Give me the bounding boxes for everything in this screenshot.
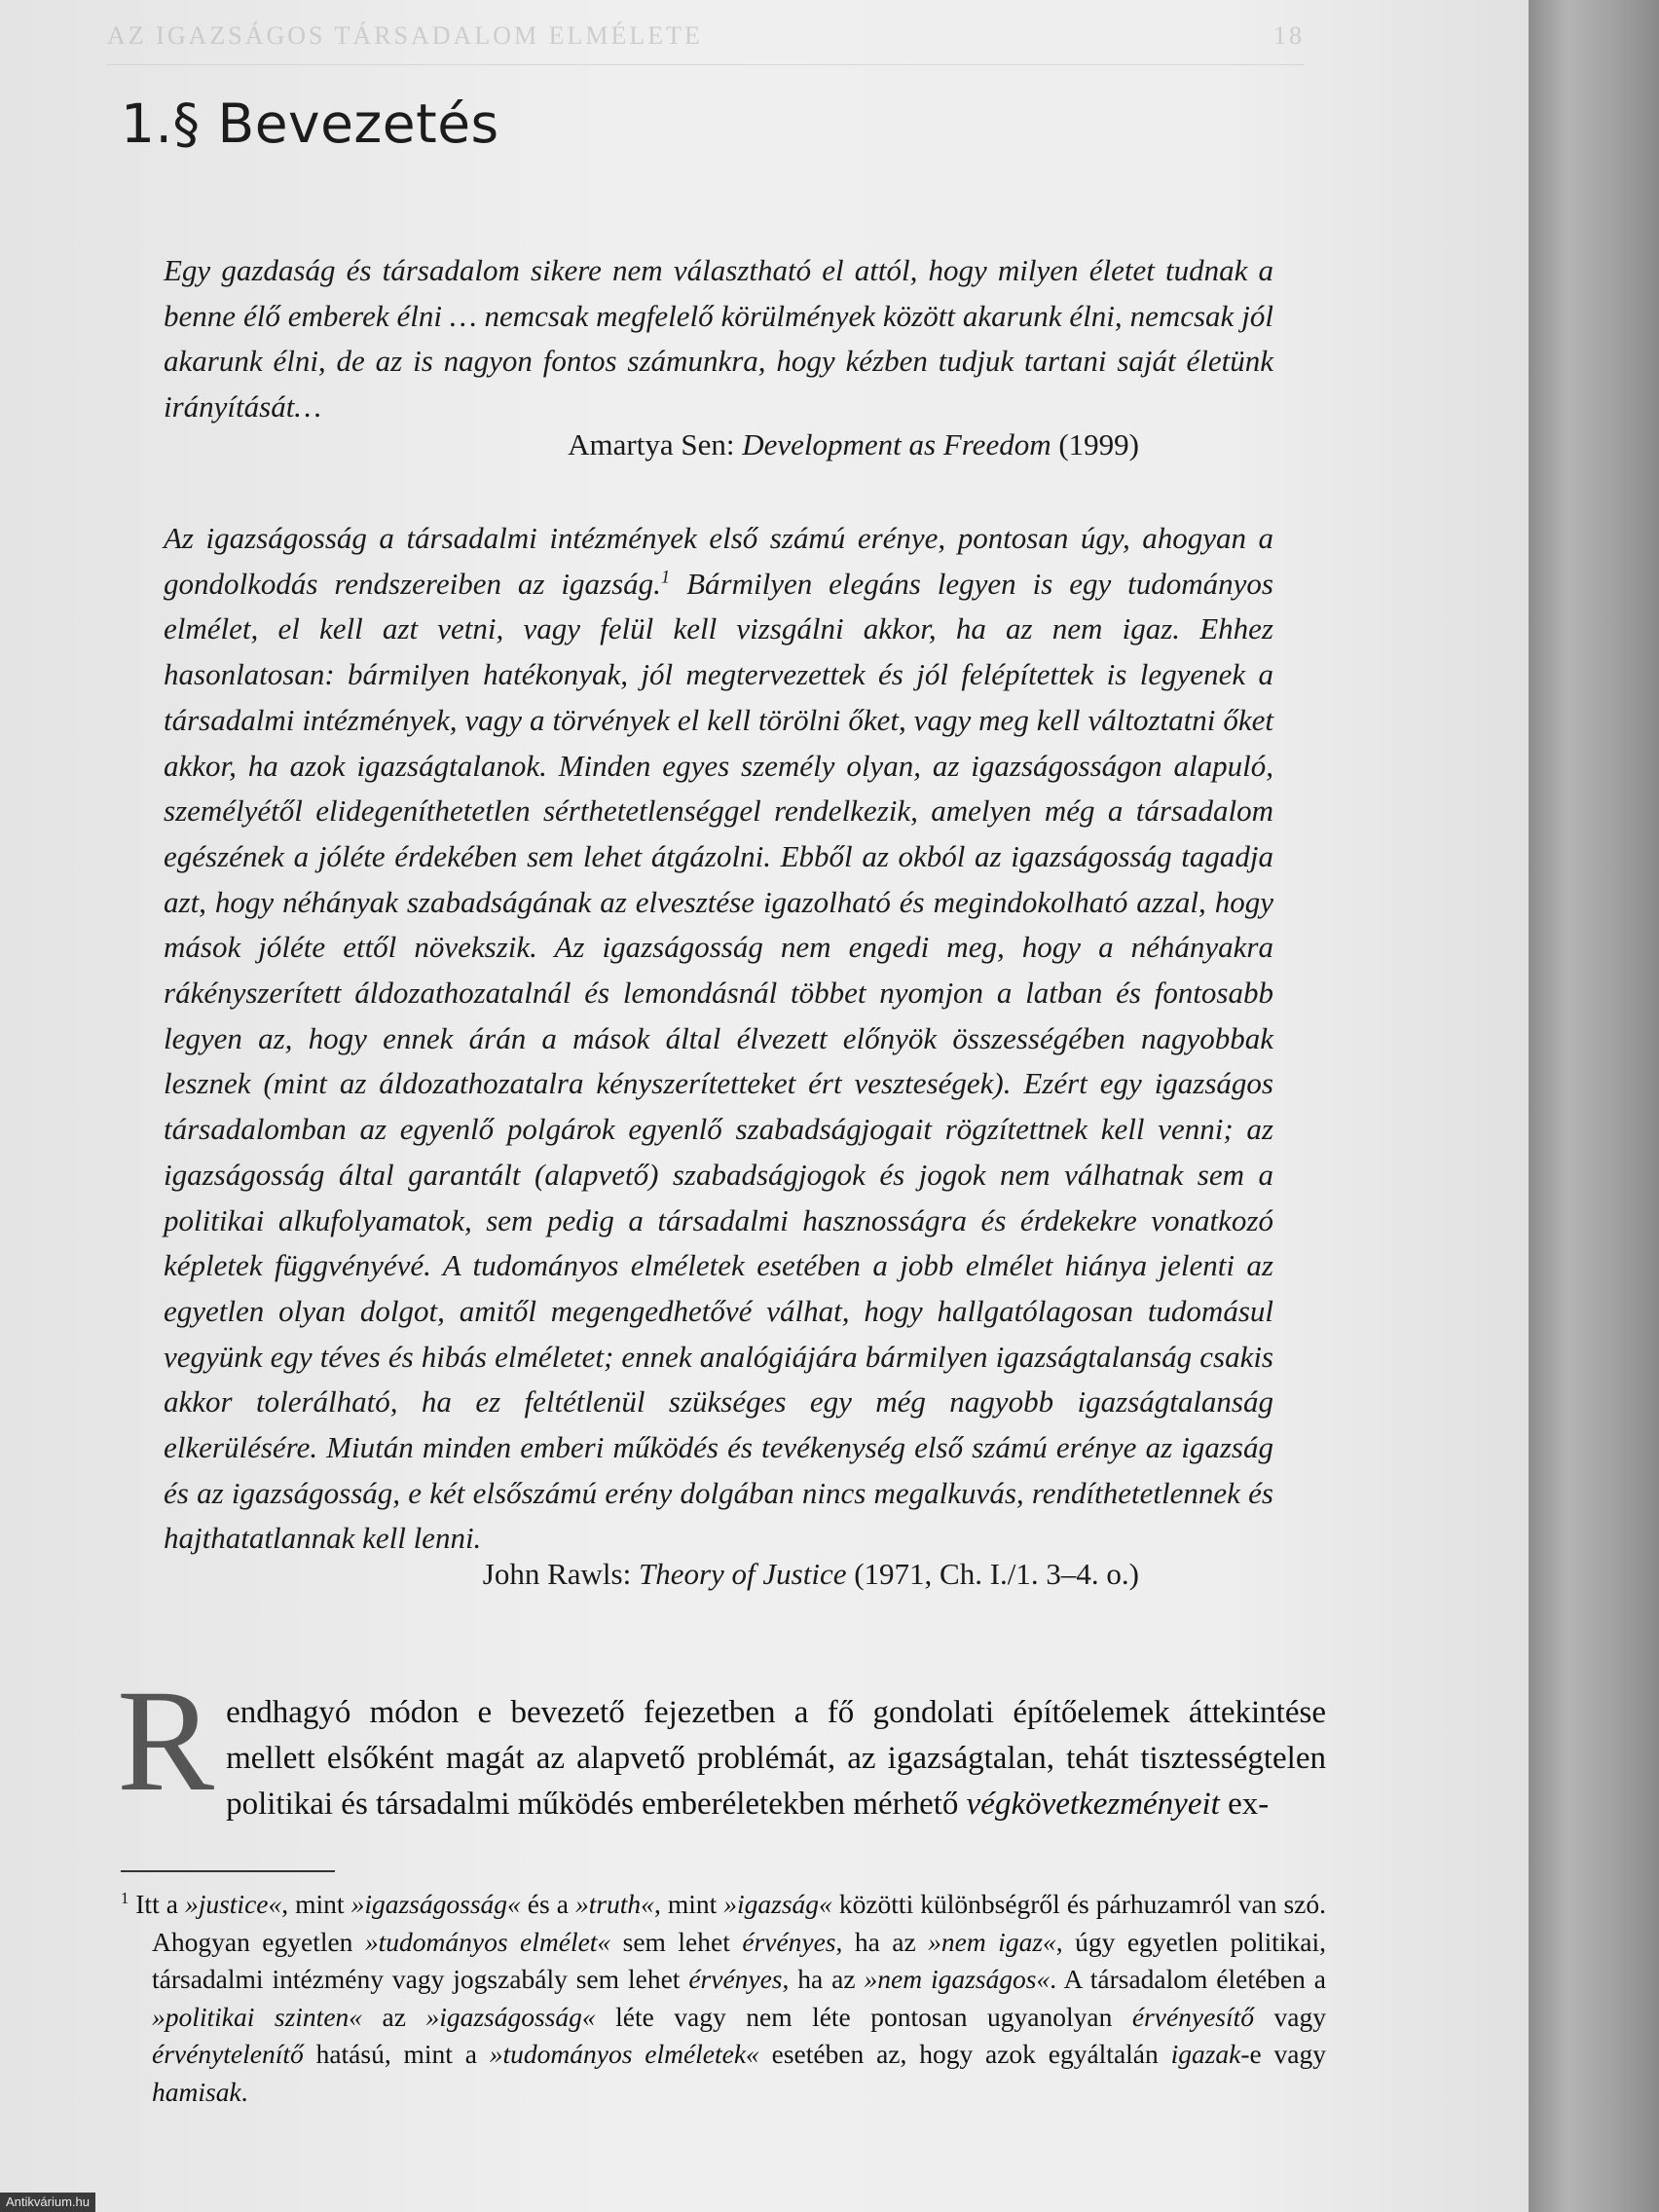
fn-text: az — [362, 2001, 426, 2032]
page-number: 18 — [1273, 21, 1305, 50]
body-text-2: ex- — [1219, 1787, 1270, 1822]
fn-text: , ha az — [782, 1964, 865, 1994]
fn-term: »nem igazságos« — [864, 1964, 1051, 1994]
fn-text: , úgy egyetlen politikai, társadalmi intézmény vagy jogszabály sem lehet — [152, 1926, 1326, 1994]
fn-text: sem lehet — [610, 1926, 743, 1957]
footnote-mark: 1 — [121, 1888, 129, 1907]
fn-term: »justice« — [184, 1889, 282, 1919]
fn-text: , mint — [281, 1889, 351, 1919]
fn-term: »truth« — [574, 1889, 654, 1919]
attribution-sen-author: Amartya Sen: — [568, 427, 743, 461]
fn-term: »politikai szinten« — [152, 2001, 363, 2032]
fn-term: »tudományos elméletek« — [489, 2039, 759, 2069]
fn-text: , mint — [653, 1889, 724, 1919]
attribution-sen — [568, 427, 1139, 462]
footnote-rule — [121, 1870, 335, 1872]
fn-text: . — [240, 2076, 248, 2107]
attribution-rawls-author: John Rawls: — [482, 1557, 639, 1591]
epigraph-rawls — [164, 516, 1273, 1562]
epigraph-sen: Egy gazdaság és társadalom sikere nem választható el attól, hogy milyen életet tudnak a benne élő emberek élni … nemcsak megfelelő körülmények között akarunk élni, nemcsak jól akarunk élni, de az is nagyon fontos számunkra, hogy kézben tudjuk tartani saját életünk irányítását… — [164, 253, 1273, 424]
fn-term: érvényesítő — [1131, 2001, 1255, 2032]
fn-term: igazak — [1170, 2039, 1241, 2069]
epigraph-rawls-text-1: Az igazságosság a társadalmi intézmények első számú erénye, pontosan úgy, ahogyan a gondolkodás rendszereiben az igazság. — [164, 521, 1273, 601]
fn-term: »igazság« — [723, 1889, 832, 1919]
fn-term: érvényes — [742, 1926, 836, 1957]
fn-text: , ha az — [835, 1926, 929, 1957]
body-text-1: endhagyó módon e bevezető fejezetben a fő gondolati építőelemek áttekintése mellett elsőként magát az alapvető problémát, az igazságtalan, tehát tisztességtelen politikai és társadalmi működés emberéletekben mérhető — [226, 1695, 1326, 1822]
attribution-rawls-ref: (1971, Ch. I./1. 3–4. o.) — [846, 1557, 1139, 1591]
fn-text: vagy — [1254, 2001, 1326, 2032]
fn-term: érvénytelenítő — [152, 2039, 304, 2069]
fn-term: »igazságosság« — [350, 1889, 521, 1919]
attribution-rawls-work: Theory of Justice — [638, 1557, 847, 1591]
fn-text: -e vagy — [1240, 2039, 1327, 2069]
watermark: Antikvárium.hu — [0, 2193, 95, 2212]
fn-term: »igazságosság« — [425, 2001, 596, 2032]
attribution-sen-year: (1999) — [1051, 427, 1139, 461]
book-spine-edge — [1529, 0, 1659, 2212]
body-emphasis: végkövetkezményeit — [966, 1787, 1220, 1822]
fn-text: Itt a — [129, 1889, 185, 1919]
attribution-rawls — [483, 1557, 1139, 1592]
fn-term: »nem igaz« — [928, 1926, 1056, 1957]
attribution-sen-work: Development as Freedom — [742, 427, 1051, 461]
fn-text: léte vagy nem léte pontosan ugyanolyan — [595, 2001, 1132, 2032]
epigraph-rawls-text-2: Bármilyen elegáns legyen is egy tudományos elmélet, el kell azt vetni, vagy felül kell vizsgálni akkor, ha az nem igaz. Ehhez hasonlatosan: bármilyen hatékonyak, jól megtervezettek és jól felépítettek is legyenek a társadalmi intézmények, vagy a törvények el kell törölni őket, vagy meg kell változtatni őket akkor, ha azok igazságtalanok. Minden egyes személy olyan, az igazságosságon alapuló, személyétől elidegeníthetetlen sérthetetlenséggel rendelkezik, amelyen még a társadalom egészének a jóléte érdekében sem lehet átgázolni. Ebből az okból az igazságosság tagadja azt, hogy néhányak szabadságának az elvesztése igazolható és megindokolható azzal, hogy mások jóléte ettől növekszik. Az igazságosság nem engedi meg, hogy a néhányakra rákényszerített áldozathozatalnál és lemondásnál többet nyomjon a latban és fontosabb legyen az, hogy ennek árán a mások által élvezett előnyök összességében nagyobbak lesznek (mint az áldozathozatalra kényszerítetteket ért veszteségek). Ezért egy igazságos társadalomban az egyenlő polgárok egyenlő szabadságjogait rögzítettnek kell venni; az igazságosság által garantált (alapvető) szabadságjogok és jogok nem válhatnak sem a politikai alkufolyamatok, sem pedig a társadalmi hasznosságra és érdekekre vonatkozó képletek függvényévé. A tudományos elméletek esetében a jobb elmélet hiánya jelenti az egyetlen olyan dolgot, amitől megengedhetővé válhat, hogy hallgatólagosan tudomásul vegyünk egy téves és hibás elméletet; ennek analógiájára bármilyen igazságtalanság csakis akkor tolerálható, ha ez feltétlenül szükséges egy még nagyobb igazságtalanság elkerülésére. Miután minden emberi működés és tevékenység első számú erénye az igazság és az igazságosság, e két elsőszámú erény dolgában nincs megalkuvás, rendíthetetlennek és hajthatatlannak kell lenni. — [164, 566, 1273, 1556]
footnote — [121, 1886, 1326, 2111]
fn-text: és a — [520, 1889, 575, 1919]
footnote-reference: 1 — [660, 567, 671, 588]
fn-text: . A társadalom életében a — [1050, 1964, 1327, 1994]
fn-term: »tudományos elmélet« — [364, 1926, 611, 1957]
fn-text: hatású, mint a — [303, 2039, 490, 2069]
running-head — [107, 21, 1305, 65]
fn-text: közötti különbségről és párhuzamról van szó. Ahogyan egyetlen — [152, 1889, 1326, 1957]
fn-term: hamisak — [152, 2076, 241, 2107]
body-paragraph — [117, 1660, 1326, 1827]
drop-cap: R — [117, 1660, 215, 1822]
running-head-title: AZ IGAZSÁGOS TÁRSADALOM ELMÉLETE — [107, 21, 703, 50]
fn-term: érvényes — [688, 1964, 783, 1994]
fn-text: esetében az, hogy azok egyáltalán — [758, 2039, 1171, 2069]
section-heading: 1.§ Bevezetés — [121, 92, 499, 155]
